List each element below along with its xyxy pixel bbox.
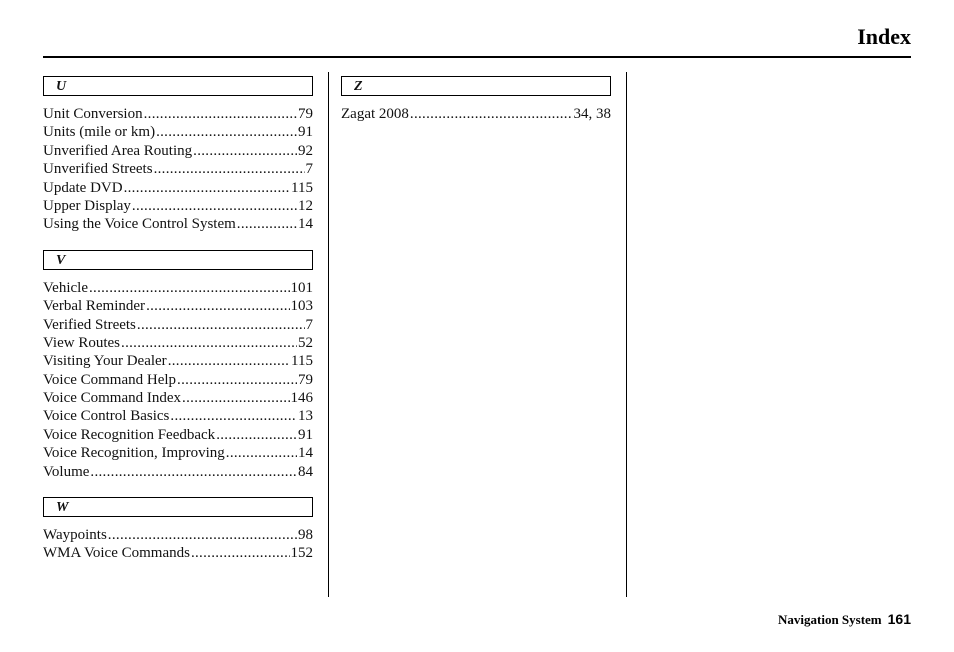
- column-divider: [328, 72, 329, 597]
- entry-name: Verbal Reminder: [43, 298, 146, 315]
- entry-page: 92: [298, 142, 313, 159]
- index-entry[interactable]: [43, 544, 313, 562]
- leader-dots: [410, 105, 573, 123]
- entry-page: 152: [290, 545, 313, 562]
- entry-page: 14: [298, 445, 313, 462]
- index-section-v: [43, 250, 313, 481]
- entry-name: Unit Conversion: [43, 106, 143, 122]
- entry-name: Unverified Streets: [43, 161, 153, 178]
- entry-page: 14: [298, 216, 313, 233]
- entry-name: Upper Display: [43, 197, 131, 214]
- leader-dots: [146, 297, 289, 315]
- leader-dots: [156, 123, 297, 141]
- entry-name: View Routes: [43, 334, 121, 351]
- index-entry[interactable]: [43, 389, 313, 407]
- entry-name: Waypoints: [43, 527, 107, 544]
- index-entry[interactable]: [43, 123, 313, 141]
- entry-list-v: [43, 279, 313, 481]
- entry-page: 146: [290, 390, 313, 407]
- leader-dots: [193, 142, 297, 160]
- leader-dots: [226, 444, 297, 462]
- index-entry[interactable]: [43, 463, 313, 481]
- entry-name: Voice Command Index: [43, 390, 182, 407]
- index-column-middle: [341, 76, 611, 139]
- section-letter-u: U: [43, 76, 313, 96]
- leader-dots: [177, 371, 297, 389]
- leader-dots: [237, 215, 297, 233]
- index-entry[interactable]: [43, 105, 313, 123]
- leader-dots: [90, 463, 297, 481]
- entry-page: 103: [290, 298, 313, 315]
- leader-dots: [216, 426, 297, 444]
- entry-name: Voice Command Help: [43, 371, 177, 388]
- entry-name: Using the Voice Control System: [43, 216, 236, 233]
- page-footer: [778, 611, 911, 628]
- leader-dots: [137, 316, 305, 334]
- index-entry[interactable]: [43, 334, 313, 352]
- entry-name: Volume: [43, 463, 90, 480]
- entry-name: Update DVD: [43, 179, 123, 196]
- index-entry[interactable]: [43, 407, 313, 425]
- index-entry[interactable]: [43, 160, 313, 178]
- leader-dots: [108, 526, 297, 544]
- index-entry[interactable]: [43, 371, 313, 389]
- entry-name: Voice Recognition Feedback: [43, 426, 216, 443]
- index-entry[interactable]: [43, 444, 313, 462]
- index-section-w: [43, 497, 313, 563]
- entry-name: Vehicle: [43, 279, 88, 296]
- index-entry[interactable]: [43, 215, 313, 233]
- header-rule: [43, 56, 911, 58]
- entry-list-u: [43, 105, 313, 234]
- column-divider: [626, 72, 627, 597]
- leader-dots: [144, 105, 297, 123]
- entry-name: Voice Control Basics: [43, 408, 170, 425]
- entry-name: Visiting Your Dealer: [43, 353, 167, 370]
- section-letter-w: W: [43, 497, 313, 517]
- entry-name: Units (mile or km): [43, 124, 156, 141]
- entry-name: Unverified Area Routing: [43, 142, 193, 159]
- leader-dots: [132, 197, 297, 215]
- entry-page: 101: [290, 279, 313, 296]
- index-entry[interactable]: [43, 352, 313, 370]
- entry-page: 12: [298, 197, 313, 214]
- leader-dots: [89, 279, 290, 297]
- entry-page: 115: [291, 179, 313, 196]
- page-title: Index: [857, 24, 911, 49]
- index-entry[interactable]: [43, 526, 313, 544]
- entry-page: 91: [298, 426, 313, 443]
- entry-page: 79: [298, 106, 313, 122]
- index-entry[interactable]: [43, 179, 313, 197]
- index-section-z: [341, 76, 611, 123]
- leader-dots: [168, 352, 290, 370]
- index-entry[interactable]: [43, 316, 313, 334]
- index-entry[interactable]: [341, 105, 611, 123]
- entry-list-z: [341, 105, 611, 123]
- section-letter-z: Z: [341, 76, 611, 96]
- page-number: 161: [887, 611, 911, 627]
- entry-page: 79: [298, 371, 313, 388]
- entry-name: WMA Voice Commands: [43, 545, 190, 562]
- entry-page: 84: [298, 463, 313, 480]
- entry-page: 52: [298, 334, 313, 351]
- footer-label: Navigation System: [778, 612, 882, 627]
- index-entry[interactable]: [43, 297, 313, 315]
- entry-page: 98: [298, 527, 313, 544]
- index-entry[interactable]: [43, 142, 313, 160]
- entry-name: Voice Recognition, Improving: [43, 445, 225, 462]
- index-entry[interactable]: [43, 197, 313, 215]
- entry-name: Verified Streets: [43, 316, 136, 333]
- index-section-u: [43, 76, 313, 234]
- leader-dots: [182, 389, 289, 407]
- entry-list-w: [43, 526, 313, 563]
- entry-page: 115: [291, 353, 313, 370]
- entry-page: 34, 38: [573, 106, 611, 122]
- leader-dots: [124, 179, 290, 197]
- entry-name: Zagat 2008: [341, 106, 409, 122]
- entry-page: 7: [305, 161, 313, 178]
- index-entry[interactable]: [43, 279, 313, 297]
- index-entry[interactable]: [43, 426, 313, 444]
- entry-page: 7: [305, 316, 313, 333]
- leader-dots: [170, 407, 297, 425]
- leader-dots: [154, 160, 305, 178]
- entry-page: 13: [298, 408, 313, 425]
- index-column-left: [43, 76, 313, 579]
- section-letter-v: V: [43, 250, 313, 270]
- leader-dots: [121, 334, 297, 352]
- leader-dots: [191, 544, 290, 562]
- entry-page: 91: [298, 124, 313, 141]
